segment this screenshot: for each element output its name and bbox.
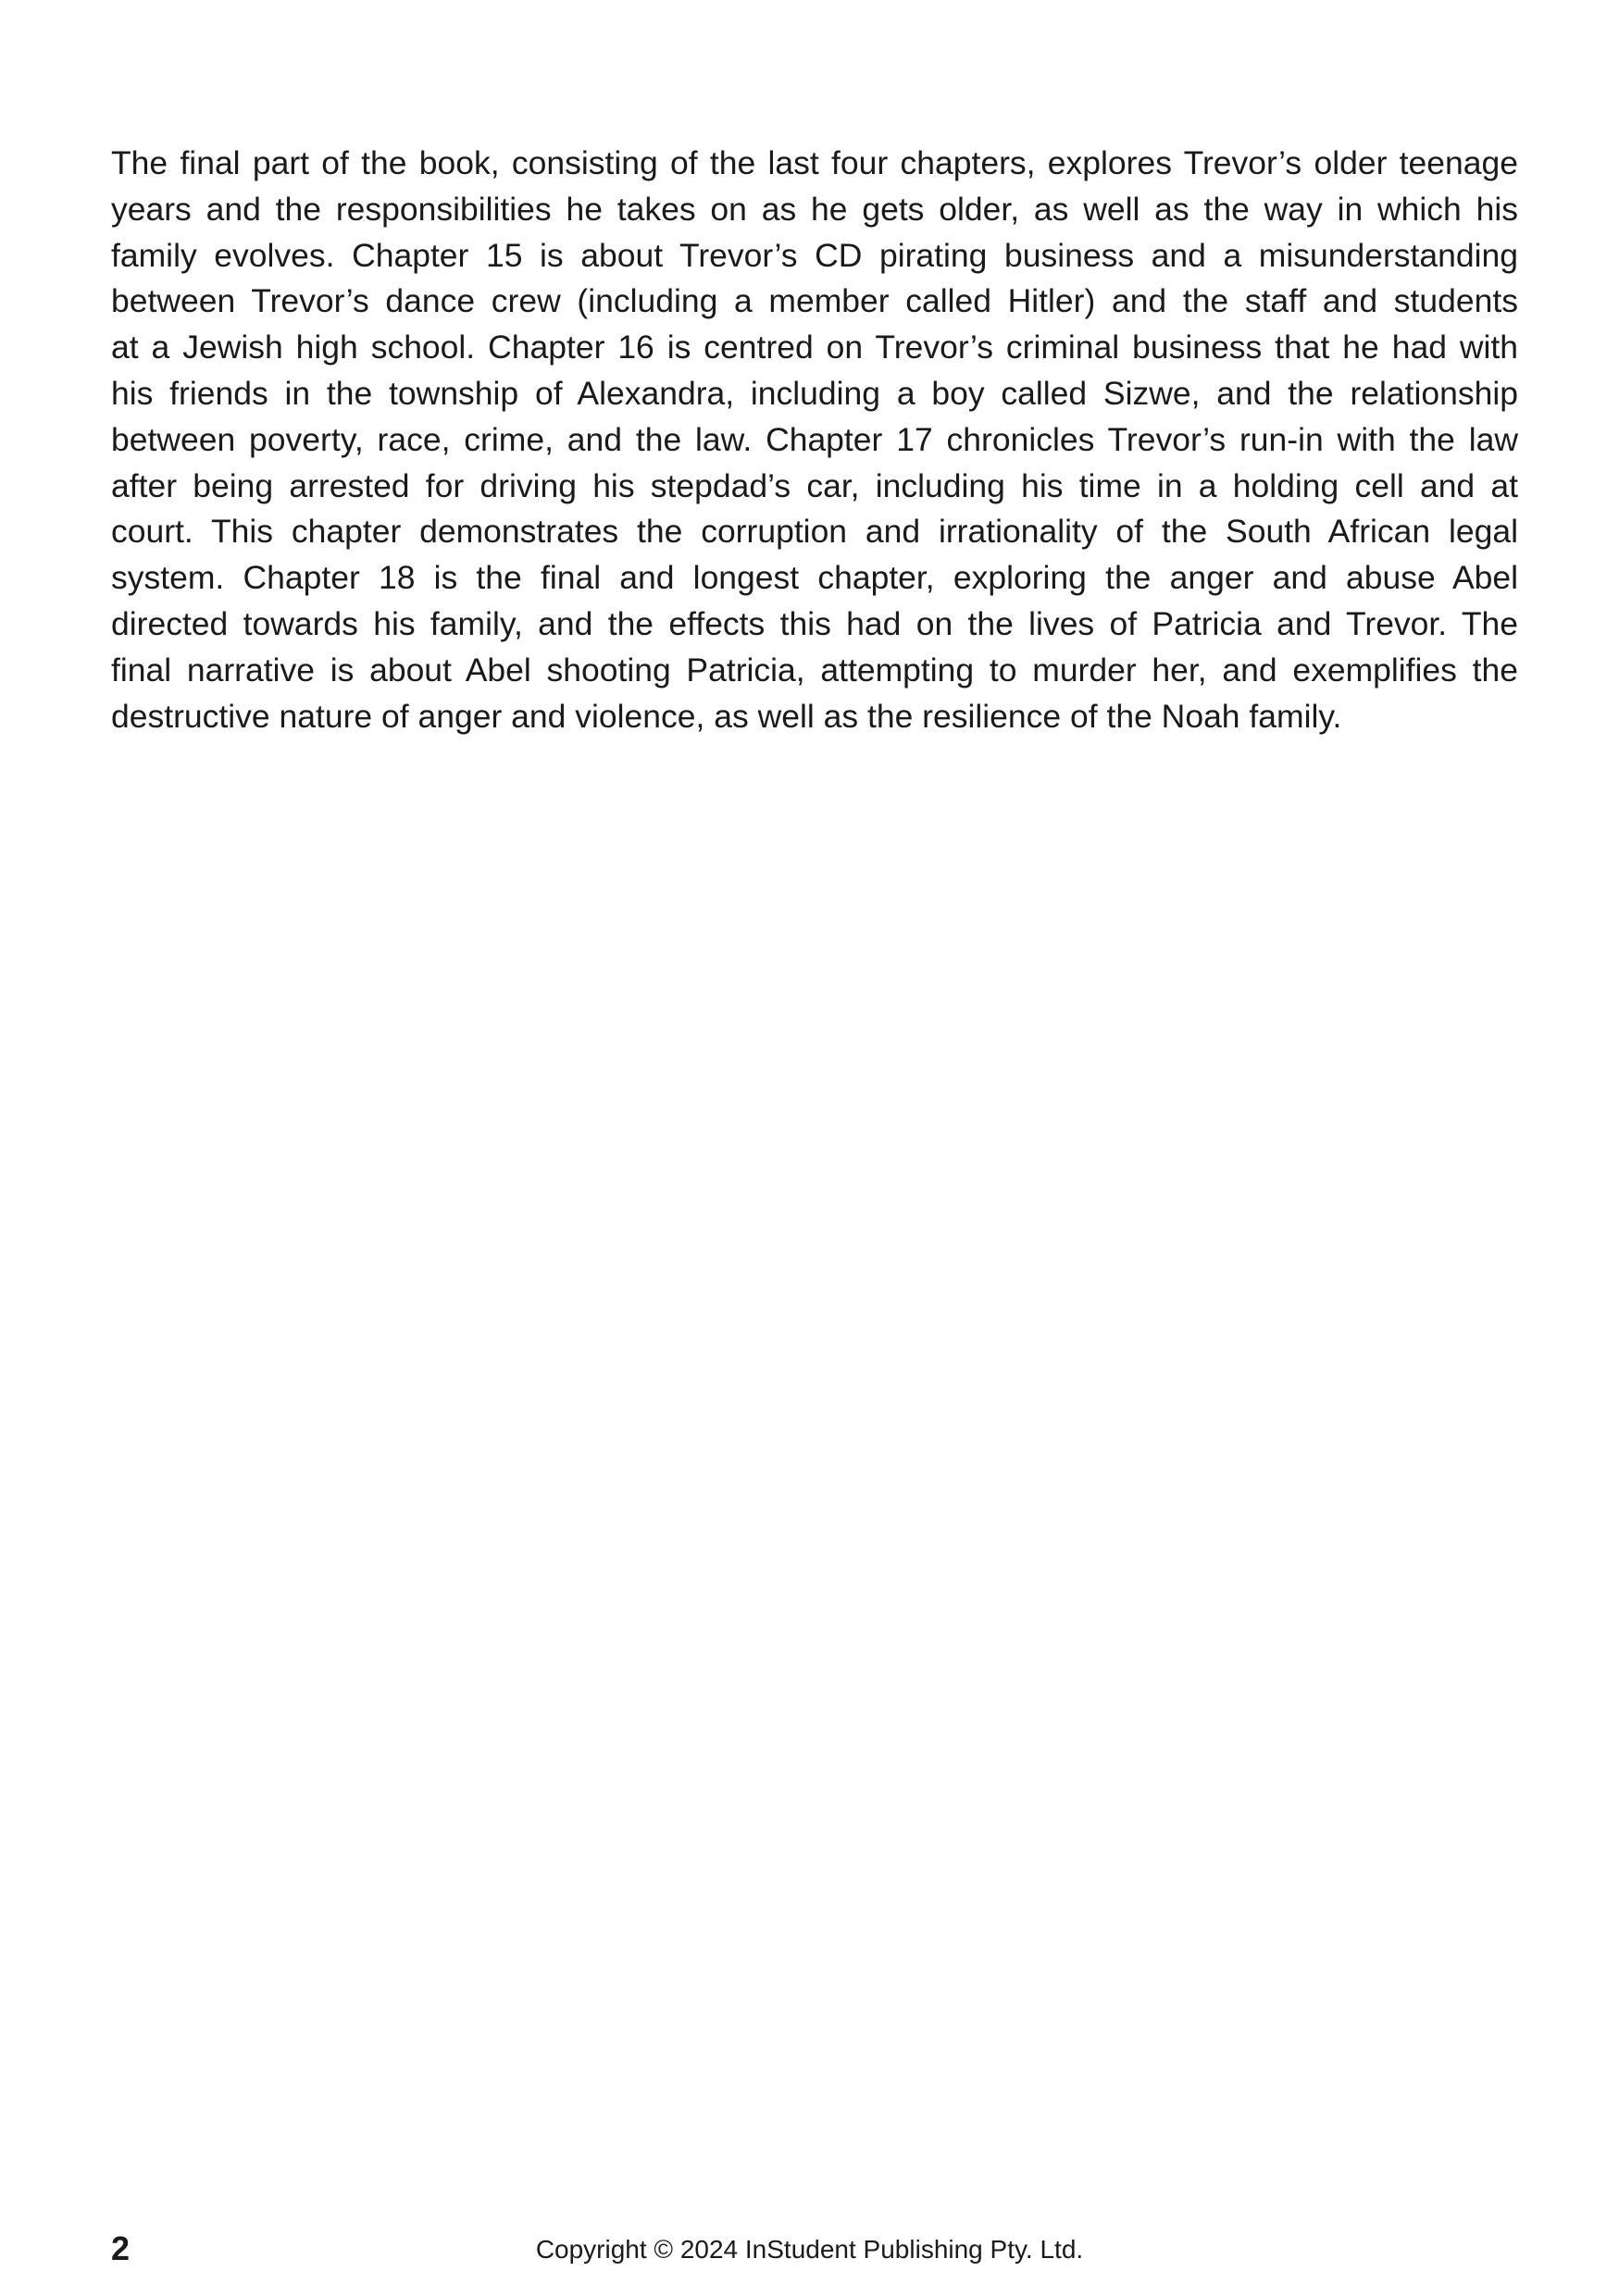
- copyright-notice: Copyright © 2024 InStudent Publishing Pty. Ltd.: [535, 2235, 1084, 2264]
- paragraph-line: destructive nature of anger and violence, as well as the resilience of the Noah family.: [111, 697, 1342, 735]
- paragraph-line: final narrative is about Abel shooting Patricia, attempting to murder her, and exemplifies the: [111, 651, 1518, 689]
- body-paragraph: [111, 141, 1518, 739]
- paragraph-line: between Trevor’s dance crew (including a member called Hitler) and the staff and students: [111, 282, 1518, 320]
- page-footer: [0, 2226, 1619, 2272]
- paragraph-line: at a Jewish high school. Chapter 16 is centred on Trevor’s criminal business that he had with: [111, 329, 1518, 366]
- paragraph-line: directed towards his family, and the effects this had on the lives of Patricia and Trevor. The: [111, 604, 1518, 642]
- page-number: 2: [111, 2229, 131, 2267]
- paragraph-line: after being arrested for driving his stepdad’s car, including his time in a holding cell and at: [111, 466, 1518, 504]
- paragraph-line: court. This chapter demonstrates the corruption and irrationality of the South African legal: [111, 513, 1518, 551]
- paragraph-line: family evolves. Chapter 15 is about Trevor’s CD pirating business and a misunderstanding: [111, 236, 1518, 274]
- paragraph-line: system. Chapter 18 is the final and longest chapter, exploring the anger and abuse Abel: [111, 559, 1518, 597]
- paragraph-line: between poverty, race, crime, and the law. Chapter 17 chronicles Trevor’s run-in with the law: [111, 420, 1518, 458]
- paragraph-line: years and the responsibilities he takes on as he gets older, as well as the way in which his: [111, 190, 1518, 228]
- paragraph-line: The final part of the book, consisting of the last four chapters, explores Trevor’s older teenage: [111, 144, 1518, 181]
- paragraph-line: his friends in the township of Alexandra, including a boy called Sizwe, and the relationship: [111, 374, 1518, 412]
